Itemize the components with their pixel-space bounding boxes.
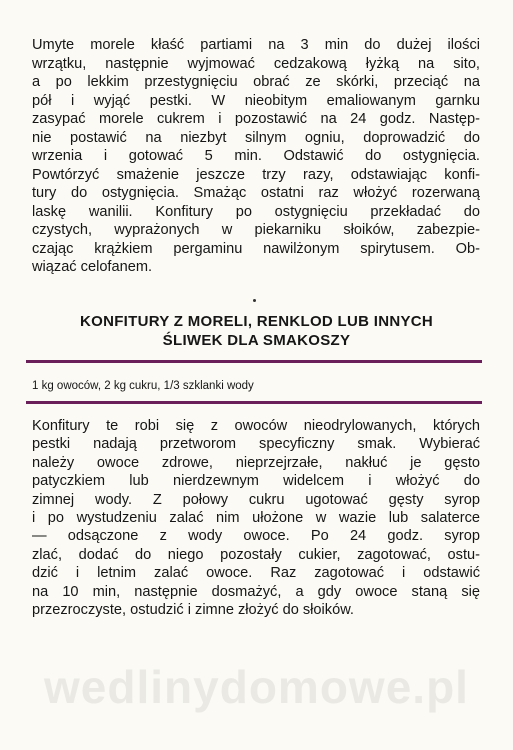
text-line: zasypać morele cukrem i pozostawić na 24 godz. Następ- <box>32 111 480 127</box>
text-line: tury do ostygnięcia. Smażąc ostatni raz włożyć rozerwaną <box>32 185 480 201</box>
text-line: należy owoce zdrowe, nieprzejrzałe, nakłuć je gęsto <box>32 454 480 471</box>
text-line: patyczkiem lub nierdzewnym widelcem i włożyć do <box>32 473 480 490</box>
recipe-title <box>0 312 513 350</box>
text-line: przezroczyste, ostudzić i zimne złożyć do słoików. <box>32 602 354 619</box>
recipe-instructions <box>32 417 480 619</box>
text-line: wrzątku, następnie wyjmować cedzakową łyżką na sito, <box>32 55 480 72</box>
intro-paragraph <box>32 36 480 277</box>
text-line: czystych, wyprażonych w piekarniku słoików, zabezpie- <box>32 222 480 238</box>
text-line: laskę wanilii. Konfitury po ostygnięciu przekładać do <box>32 203 480 220</box>
text-line: i po wystudzeniu zalać nim ułożone w wazie lub salaterce <box>32 510 480 527</box>
divider-top <box>26 360 482 363</box>
watermark: wedlinydomowe.pl <box>44 661 469 713</box>
text-line: czając krążkiem pergaminu nawilżonym spirytusem. Ob- <box>32 240 480 257</box>
text-line: nie postawić na niezbyt silnym ogniu, doprowadzić do <box>32 129 480 146</box>
recipe-title-line-1: KONFITURY Z MORELI, RENKLOD LUB INNYCH <box>79 313 434 330</box>
decorative-dot <box>253 299 256 302</box>
text-line: a po lekkim przestygnięciu obrać ze skórki, przeciąć na <box>32 74 480 90</box>
text-line: — odsączone z wody owoce. Po 24 godz. syrop <box>32 528 480 545</box>
text-line: dzić i letnim zalać owoce. Raz zagotować i odstawić <box>32 565 480 582</box>
ingredients-list: 1 kg owoców, 2 kg cukru, 1/3 szklanki wody <box>32 380 254 392</box>
text-line: pół i wyjąć pestki. W nieobitym emaliowanym garnku <box>32 92 480 109</box>
text-line: wiązać celofanem. <box>32 259 153 275</box>
text-line: Umyte morele kłaść partiami na 3 min do dużej ilości <box>32 37 480 53</box>
text-line: wrzenia i gotować 5 min. Odstawić do ostygnięcia. <box>32 148 480 164</box>
text-line: zlać, dodać do niego pozostały cukier, zagotować, ostu- <box>32 546 480 563</box>
divider-bottom <box>26 401 482 404</box>
text-line: zimnej wody. Z połowy cukru ugotować gęsty syrop <box>32 491 480 508</box>
text-line: pestki nadają przetworom specyficzny smak. Wybierać <box>32 436 480 453</box>
text-line: Powtórzyć smażenie jeszcze trzy razy, odstawiając konfi- <box>32 166 480 183</box>
text-line: Konfitury te robi się z owoców nieodrylowanych, których <box>32 418 480 434</box>
text-line: na 10 min, następnie dosmażyć, a gdy owoce staną się <box>32 583 480 600</box>
recipe-title-line-2: ŚLIWEK DLA SMAKOSZY <box>162 332 351 349</box>
